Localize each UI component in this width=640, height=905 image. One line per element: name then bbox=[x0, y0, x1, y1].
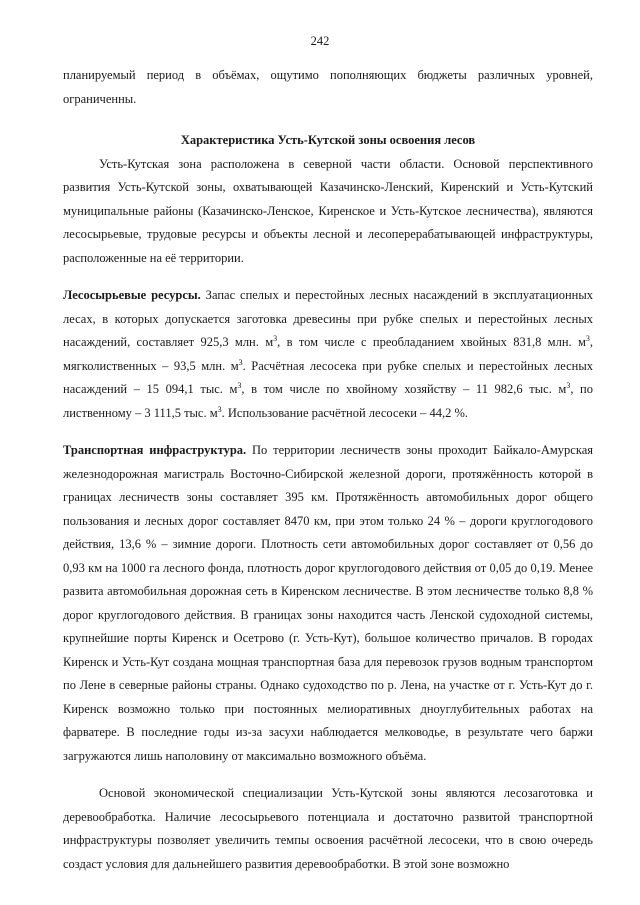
forest-resources-text-2: , в том числе с преобладанием хвойных 831,8 млн. м bbox=[277, 335, 586, 349]
forest-resources-text-6: , по лиственному – 3 111,5 тыс. м bbox=[63, 382, 593, 420]
paragraph-economic-specialization: Основой экономической специализации Усть-Кутской зоны являются лесозаготовка и деревообработка. Наличие лесосырьевого потенциала и достаточно развитой транспортной инфраструктуры позволяет увеличить темпы освоения расчётной лесосеки, что в свою очередь создаст условия для дальнейшего развития деревообработки. В этой зоне возможно bbox=[63, 786, 593, 871]
superscript-cubic: 3 bbox=[585, 333, 590, 343]
forest-resources-text-7: . Использование расчётной лесосеки – 44,2 %. bbox=[221, 405, 469, 420]
superscript-cubic: 3 bbox=[238, 357, 243, 367]
paragraph-forest-resources bbox=[63, 284, 593, 425]
paragraph-transport-infrastructure bbox=[63, 439, 593, 768]
superscript-cubic: 3 bbox=[237, 380, 242, 390]
forest-resources-text-5: , в том числе по хвойному хозяйству – 11 982,6 тыс. м bbox=[241, 382, 567, 396]
paragraph-continuation: планируемый период в объёмах, ощутимо пополняющих бюджеты различных уровней, ограниченны. bbox=[63, 68, 593, 106]
paragraph-zone-overview: Усть-Кутская зона расположена в северной части области. Основой перспективного развития Усть-Кутской зоны, охватывающей Казачинско-Ленский, Киренский и Усть-Кутский муниципальные районы (Казачинско-Ленское, Киренское и Усть-Кутское лесничества), являются лесосырьевые, трудовые ресурсы и объекты лесной и лесоперерабатывающей инфраструктуры, расположенные на её территории. bbox=[63, 156, 593, 265]
page-number: 242 bbox=[310, 34, 330, 48]
superscript-cubic: 3 bbox=[566, 380, 571, 390]
forest-resources-text-1: Запас спелых и перестойных лесных насаждений в эксплуатационных лесах, в которых допускается заготовка древесины при рубке спелых и перестойных лесных насаждений, составляет 925,3 млн. м bbox=[63, 288, 593, 349]
forest-resources-text-4: . Расчётная лесосека при рубке спелых и перестойных лесных насаждений – 15 094,1 тыс. м bbox=[63, 358, 593, 396]
transport-infrastructure-lead: Транспортная инфраструктура. bbox=[63, 443, 247, 457]
transport-infrastructure-text: По территории лесничеств зоны проходит Байкало-Амурская железнодорожная магистраль Восточно-Сибирской железной дороги, протяжённость которой в границах лесничеств зоны составляет 395 км. Протяжённость автомобильных дорог общего пользования и лесных дорог составляет 8470 км, при этом только 24 % – дороги круглогодового действия, 13,6 % – зимние дороги. Плотность сети автомобильных дорог составляет от 0,56 до 0,93 км на 1000 га лесного фонда, плотность дорог круглогодового действия от 0,05 до 0,19. Менее развита автомобильная дорожная сеть в Киренском лесничестве. В этом лесничестве только 8,8 % дорог круглогодового действия. В границах зоны находится часть Ленской судоходной системы, крупнейшие порты Киренск и Осетрово (г. Усть-Кут), большое количество причалов. В городах Киренск и Усть-Кут создана мощная транспортная база для перевозок грузов водным транспортом по Лене в северные районы страны. Однако судоходство по р. Лена, на участке от г. Усть-Кут до г. Киренск возможно только при постоянных мелиоративных дноуглубительных работах на фарватере. В последние годы из-за засухи наблюдается мелководье, в результате чего баржи загружаются лишь наполовину от максимально возможного объёма. bbox=[63, 443, 593, 763]
superscript-cubic: 3 bbox=[217, 404, 222, 414]
forest-resources-lead: Лесосырьевые ресурсы. bbox=[63, 288, 201, 302]
superscript-cubic: 3 bbox=[273, 333, 278, 343]
section-heading: Характеристика Усть-Кутской зоны освоения лесов bbox=[180, 133, 476, 147]
document-body bbox=[63, 64, 593, 876]
forest-resources-text-3: , мягколиственных – 93,5 млн. м bbox=[63, 335, 594, 373]
